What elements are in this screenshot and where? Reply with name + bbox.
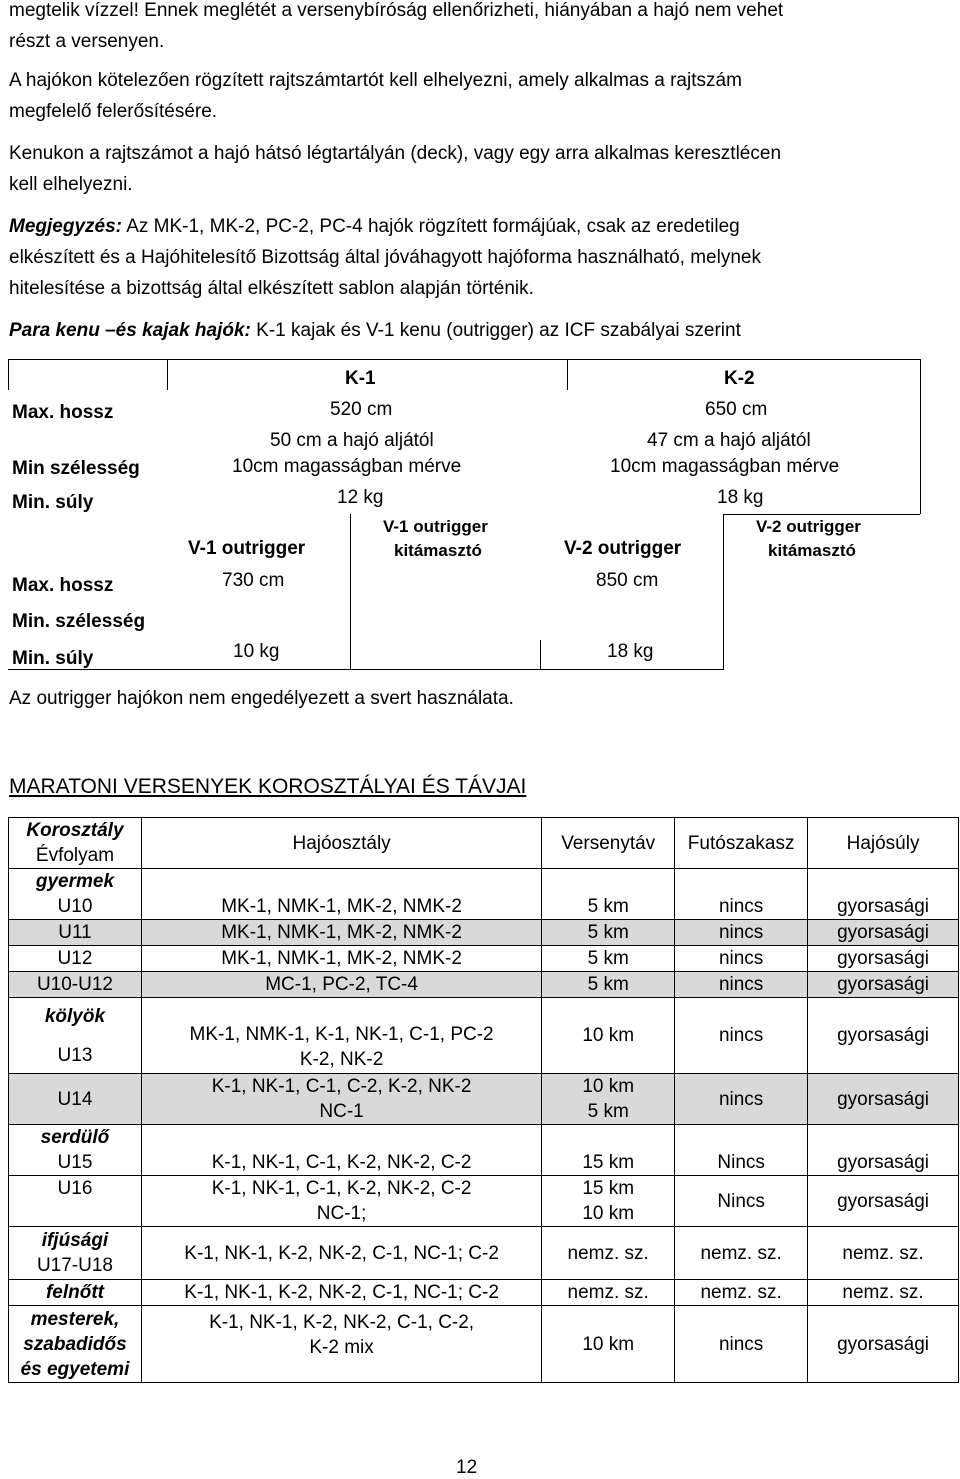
- divider: [8, 359, 920, 360]
- footnote: Az outrigger hajókon nem engedélyezett a svert használata.: [9, 688, 514, 709]
- distance-cell: 10 km: [542, 998, 675, 1074]
- boat-cell: K-1, NK-1, K-2, NK-2, C-1, NC-1; C-2: [141, 1280, 541, 1306]
- distance-cell: 5 km: [542, 869, 675, 920]
- distance-line: 15 km: [582, 1178, 635, 1199]
- intro-line: kell elhelyezni.: [9, 174, 133, 195]
- stage-cell: nincs: [675, 998, 808, 1074]
- header-futoszakasz: Futószakasz: [675, 818, 808, 869]
- intro-line: megtelik vízzel! Ennek meglétét a versenybíróság ellenőrizheti, hiányában a hajó nem vehet: [9, 0, 784, 21]
- distance-cell: nemz. sz.: [542, 1227, 675, 1280]
- age-cell: U11: [9, 920, 142, 946]
- boat-line: K-2 mix: [309, 1337, 374, 1358]
- v1k-header: kitámasztó: [394, 541, 482, 560]
- weight-cell: gyorsasági: [808, 972, 959, 998]
- stage-cell: Nincs: [675, 1176, 808, 1227]
- distance-cell: 10 km: [542, 1306, 675, 1383]
- stage-cell: nincs: [675, 1306, 808, 1383]
- boat-line: NC-1;: [316, 1203, 367, 1224]
- max-hossz-label: Max. hossz: [12, 575, 114, 596]
- marathon-table: [8, 817, 959, 1383]
- stage-cell: Nincs: [675, 1125, 808, 1176]
- para-line: [9, 320, 741, 342]
- k2-szelesseg: 47 cm a hajó aljától: [647, 430, 811, 451]
- stage-cell: nemz. sz.: [675, 1227, 808, 1280]
- v2-hossz: 850 cm: [596, 570, 659, 591]
- age-cell: U17-U18: [36, 1255, 113, 1276]
- v1-hossz: 730 cm: [222, 570, 285, 591]
- distance-cell: 5 km: [542, 946, 675, 972]
- weight-cell: gyorsasági: [808, 869, 959, 920]
- k1-hossz: 520 cm: [330, 399, 393, 420]
- weight-cell: nemz. sz.: [808, 1280, 959, 1306]
- divider: [920, 359, 921, 514]
- table-row: [9, 946, 959, 972]
- divider: [723, 514, 724, 669]
- divider: [567, 359, 568, 390]
- v1-suly: 10 kg: [233, 641, 280, 662]
- divider: [167, 359, 168, 390]
- k1-suly: 12 kg: [337, 487, 384, 508]
- note-line: [9, 216, 740, 238]
- boat-line: K-1, NK-1, K-2, NK-2, C-1, C-2,: [209, 1312, 475, 1333]
- weight-cell: gyorsasági: [808, 1125, 959, 1176]
- weight-cell: gyorsasági: [808, 1306, 959, 1383]
- intro-line: részt a versenyen.: [9, 31, 165, 52]
- v2k-header: kitámasztó: [768, 541, 856, 560]
- divider: [723, 514, 920, 515]
- header-hajoosztaly: Hajóosztály: [141, 818, 541, 869]
- table-row: [9, 972, 959, 998]
- group-label: gyermek: [35, 871, 115, 892]
- note-line: elkészített és a Hajóhitelesítő Bizottság által jóváhagyott hajóforma használható, melynek: [9, 247, 761, 268]
- stage-cell: nincs: [675, 1074, 808, 1125]
- v2-suly: 18 kg: [607, 641, 654, 662]
- divider: [8, 359, 9, 390]
- group-label: kölyök: [44, 1005, 106, 1027]
- table-row: [9, 998, 959, 1074]
- header-versenytav: Versenytáv: [542, 818, 675, 869]
- boat-cell: K-1, NK-1, K-2, NK-2, C-1, NC-1; C-2: [141, 1227, 541, 1280]
- intro-line: A hajókon kötelezően rögzített rajtszámtartót kell elhelyezni, amely alkalmas a rajtszám: [9, 70, 742, 91]
- para-text: K-1 kajak és V-1 kenu (outrigger) az ICF szabályai szerint: [250, 320, 741, 341]
- weight-cell: nemz. sz.: [808, 1227, 959, 1280]
- k1-header: K-1: [345, 368, 376, 389]
- distance-cell: 5 km: [542, 920, 675, 946]
- divider: [540, 640, 541, 669]
- weight-cell: gyorsasági: [808, 946, 959, 972]
- age-cell: U15: [57, 1152, 93, 1173]
- stage-cell: nincs: [675, 946, 808, 972]
- group-label: szabadidős: [23, 1333, 127, 1355]
- group-label: és egyetemi: [20, 1358, 130, 1380]
- group-label: felnőtt: [9, 1280, 142, 1306]
- boat-line: K-1, NK-1, C-1, C-2, K-2, NK-2: [211, 1076, 472, 1097]
- table-row: [9, 1125, 959, 1176]
- group-label: serdülő: [40, 1127, 110, 1148]
- table-row: [9, 869, 959, 920]
- v1k-header: V-1 outrigger: [383, 517, 488, 536]
- age-cell: U13: [57, 1044, 93, 1066]
- min-suly-label: Min. súly: [12, 648, 94, 669]
- distance-cell: nemz. sz.: [542, 1280, 675, 1306]
- boat-cell: MK-1, NMK-1, MK-2, NMK-2: [141, 946, 541, 972]
- boat-line: MK-1, NMK-1, K-1, NK-1, C-1, PC-2: [189, 1023, 494, 1045]
- table-row: [9, 920, 959, 946]
- table-row: [9, 1074, 959, 1125]
- min-szelesseg-label: Min szélesség: [12, 458, 140, 479]
- distance-line: 10 km: [582, 1076, 635, 1097]
- max-hossz-label: Max. hossz: [12, 402, 114, 423]
- boat-line: K-2, NK-2: [299, 1048, 384, 1070]
- stage-cell: nemz. sz.: [675, 1280, 808, 1306]
- boat-cell: MK-1, NMK-1, MK-2, NMK-2: [141, 869, 541, 920]
- k1-szelesseg: 50 cm a hajó aljától: [270, 430, 434, 451]
- header-hajosuly: Hajósúly: [808, 818, 959, 869]
- table-row: [9, 1280, 959, 1306]
- boat-cell: MC-1, PC-2, TC-4: [141, 972, 541, 998]
- min-suly-label: Min. súly: [12, 492, 94, 513]
- intro-line: megfelelő felerősítésére.: [9, 101, 218, 122]
- weight-cell: gyorsasági: [808, 1176, 959, 1227]
- k2-szelesseg: 10cm magasságban mérve: [610, 456, 840, 477]
- distance-line: 10 km: [582, 1203, 635, 1224]
- k2-header: K-2: [724, 368, 755, 389]
- note-text: Az MK-1, MK-2, PC-2, PC-4 hajók rögzített formájúak, csak az eredetileg: [121, 216, 740, 237]
- header-evfolyam: Évfolyam: [35, 845, 115, 866]
- age-cell: U12: [9, 946, 142, 972]
- k1-szelesseg: 10cm magasságban mérve: [232, 456, 462, 477]
- boat-line: K-1, NK-1, C-1, K-2, NK-2, C-2: [211, 1178, 472, 1199]
- boat-line: NC-1: [319, 1101, 364, 1122]
- divider: [350, 514, 351, 669]
- distance-cell: 15 km: [542, 1125, 675, 1176]
- table-row: [9, 1306, 959, 1383]
- boat-cell: MK-1, NMK-1, MK-2, NMK-2: [141, 920, 541, 946]
- v2-header: V-2 outrigger: [564, 538, 682, 559]
- min-szelesseg-label: Min. szélesség: [12, 611, 146, 632]
- age-cell: U10-U12: [9, 972, 142, 998]
- intro-line: Kenukon a rajtszámot a hajó hátsó légtartályán (deck), vagy egy arra alkalmas keresztlécen: [9, 143, 782, 164]
- page-number: 12: [456, 1457, 478, 1478]
- weight-cell: gyorsasági: [808, 998, 959, 1074]
- boat-cell: K-1, NK-1, C-1, K-2, NK-2, C-2: [141, 1125, 541, 1176]
- age-cell: U10: [57, 896, 93, 917]
- stage-cell: nincs: [675, 920, 808, 946]
- table-row: [9, 1176, 959, 1227]
- k2-hossz: 650 cm: [705, 399, 768, 420]
- distance-line: 5 km: [587, 1101, 629, 1122]
- table-row: [9, 1227, 959, 1280]
- note-label: Megjegyzés:: [9, 216, 122, 237]
- age-cell: U16: [9, 1176, 142, 1227]
- distance-cell: 5 km: [542, 972, 675, 998]
- k2-suly: 18 kg: [717, 487, 764, 508]
- age-cell: U14: [9, 1074, 142, 1125]
- v1-header: V-1 outrigger: [188, 538, 306, 559]
- divider: [8, 669, 724, 670]
- weight-cell: gyorsasági: [808, 920, 959, 946]
- header-korosztaly: Korosztály: [26, 820, 124, 841]
- group-label: mesterek,: [30, 1308, 120, 1330]
- v2k-header: V-2 outrigger: [756, 517, 861, 536]
- para-label: Para kenu –és kajak hajók:: [9, 320, 251, 341]
- stage-cell: nincs: [675, 869, 808, 920]
- note-line: hitelesítése a bizottság által elkészített sablon alapján történik.: [9, 278, 534, 299]
- weight-cell: gyorsasági: [808, 1074, 959, 1125]
- section-title: MARATONI VERSENYEK KOROSZTÁLYAI ÉS TÁVJAI: [9, 775, 527, 798]
- group-label: ifjúsági: [41, 1230, 109, 1251]
- stage-cell: nincs: [675, 972, 808, 998]
- table-header-row: [9, 818, 959, 869]
